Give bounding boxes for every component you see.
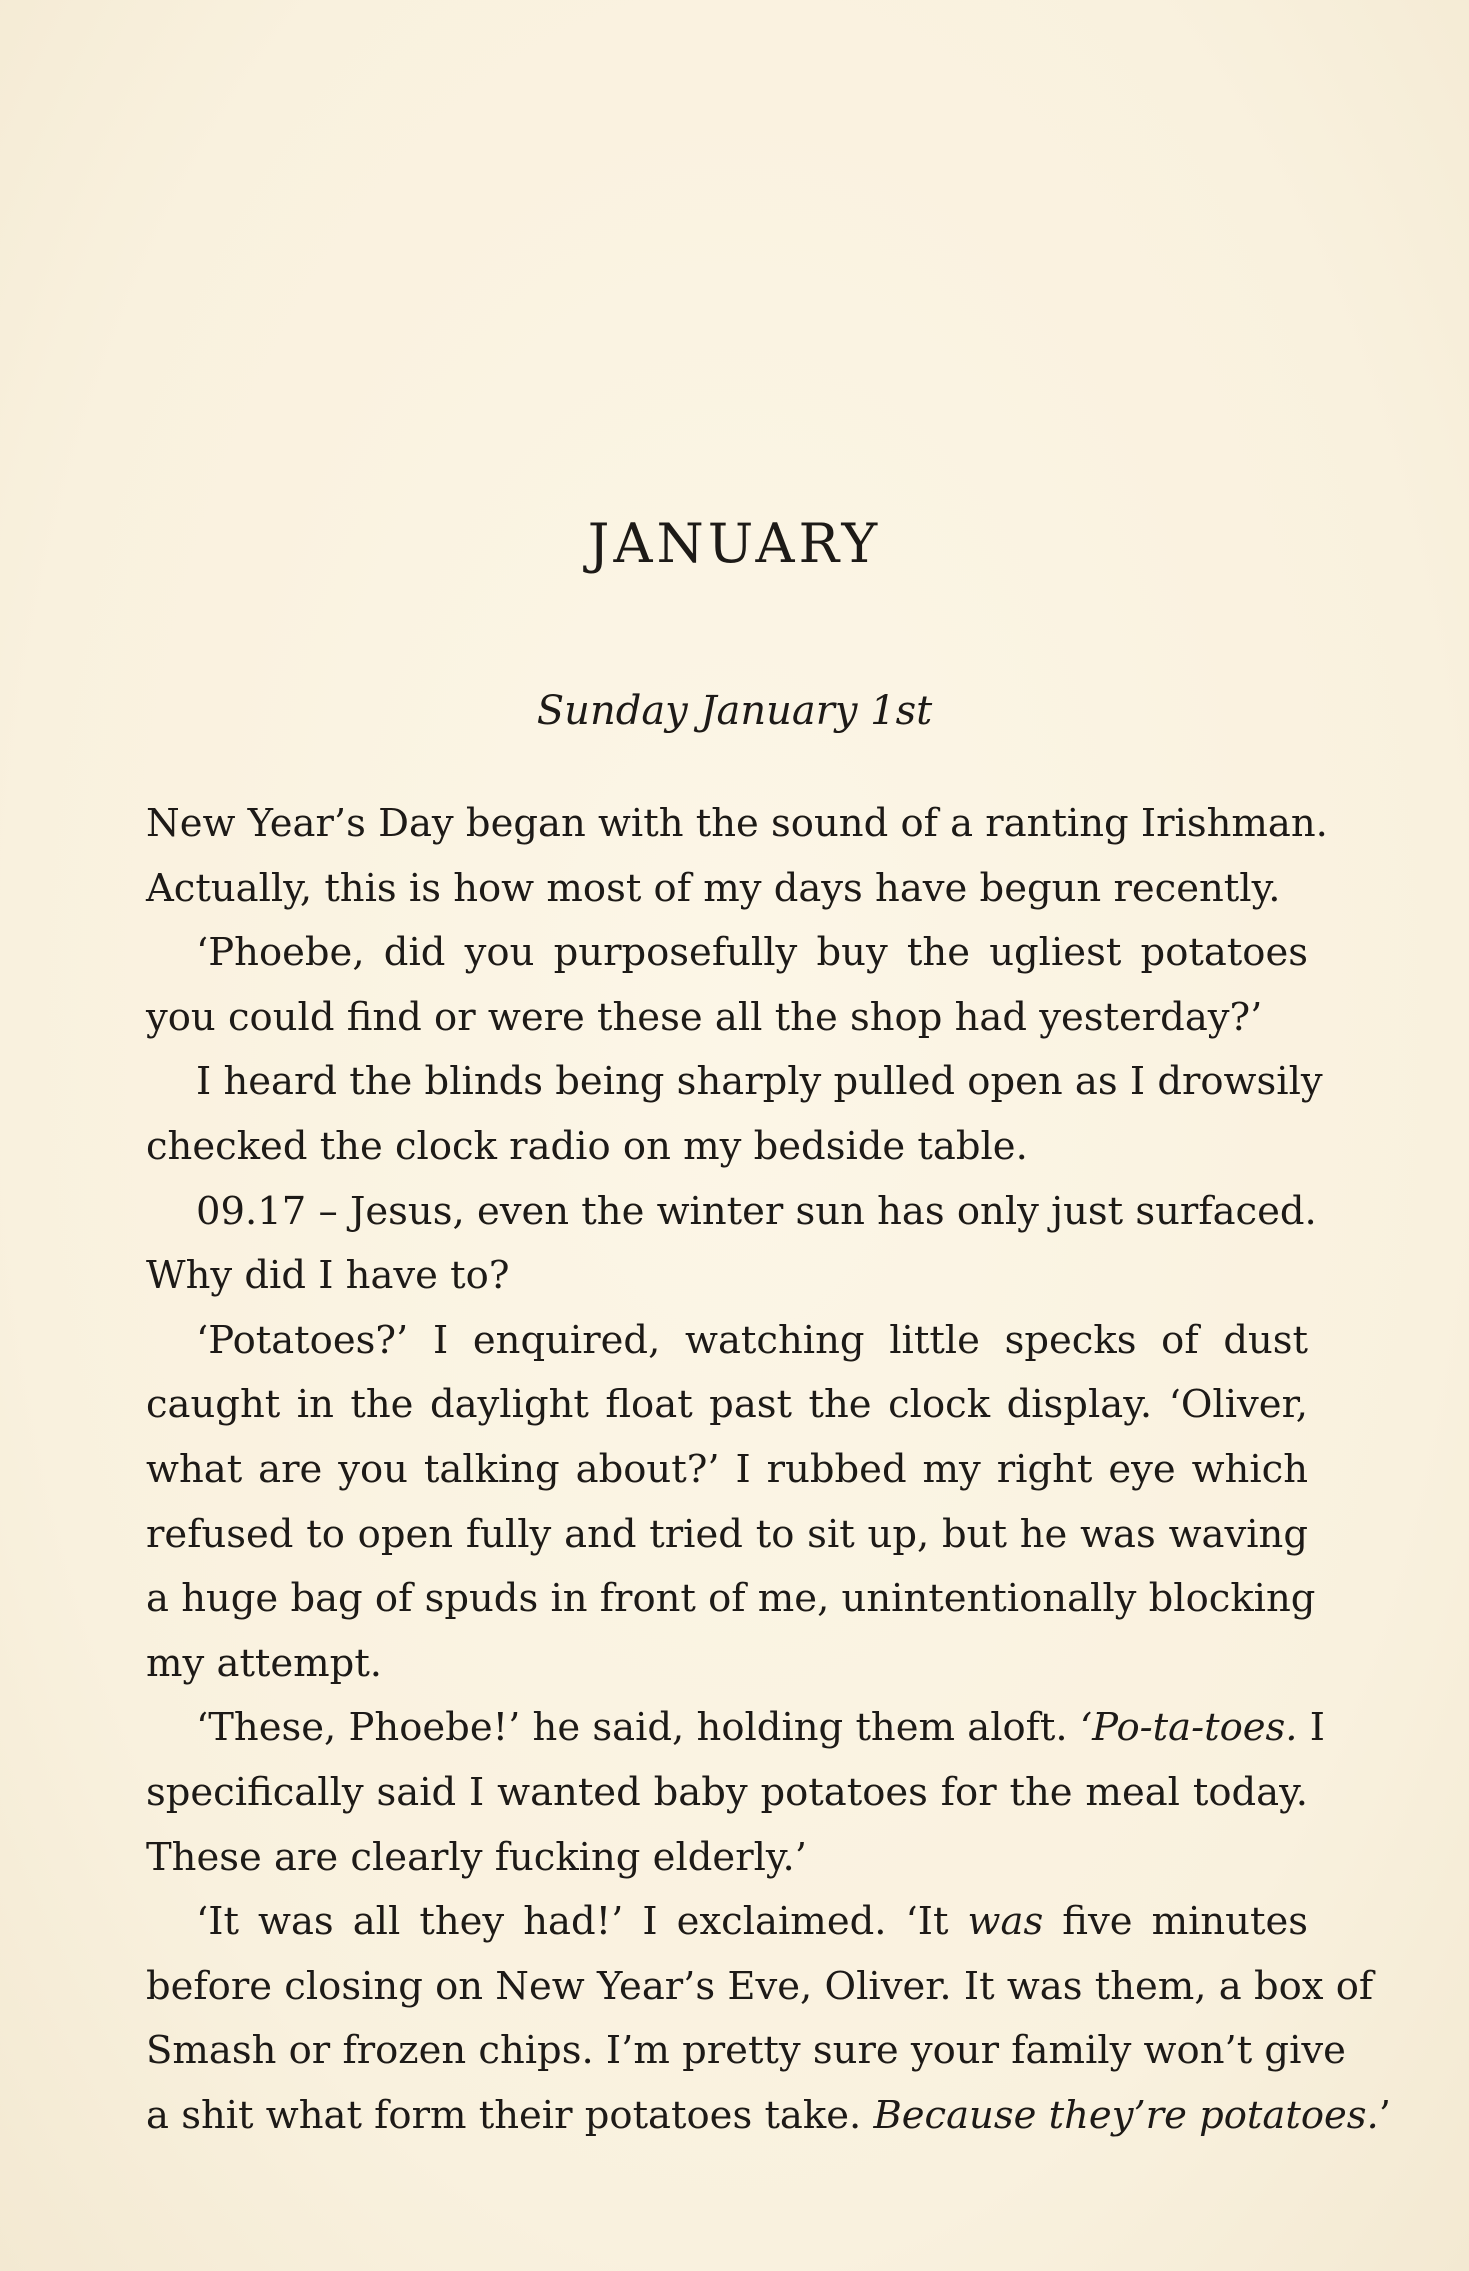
- text-run: ’: [1378, 2092, 1392, 2138]
- text-line: Why did I have to?: [146, 1253, 510, 1299]
- entry-date-heading: Sunday January 1st: [536, 688, 933, 734]
- text-line: before closing on New Year’s Eve, Oliver. It was them, a box of: [146, 1963, 1374, 2009]
- text-line: you could find or were these all the shop had yesterday?’: [146, 994, 1263, 1040]
- text-line: [146, 1696, 1325, 1761]
- text-line: specifically said I wanted baby potatoes for the meal today.: [146, 1769, 1308, 1815]
- text-run: I: [1297, 1705, 1325, 1751]
- text-line: ‘Phoebe, did you purposefully buy the ugliest potatoes: [196, 930, 1308, 976]
- text-run: ‘These, Phoebe!’ he said, holding them aloft.: [196, 1705, 1080, 1751]
- text-line: caught in the daylight float past the clock display. ‘Oliver,: [146, 1382, 1308, 1428]
- text-line: ‘Potatoes?’ I enquired, watching little specks of dust: [196, 1317, 1308, 1363]
- text-line: Actually, this is how most of my days have begun recently.: [146, 865, 1281, 911]
- text-line: [146, 2084, 1392, 2149]
- italic-text-run: Because they’re potatoes.: [873, 2092, 1379, 2138]
- italic-text-run: was: [967, 1899, 1044, 1945]
- text-line: These are clearly fucking elderly.’: [146, 1834, 808, 1880]
- text-line: a huge bag of spuds in front of me, unintentionally blocking: [146, 1576, 1316, 1622]
- chapter-title: JANUARY: [587, 512, 882, 576]
- body-text: [146, 792, 1392, 2148]
- text-line: [146, 1890, 1308, 1955]
- text-line: refused to open fully and tried to sit up, but he was waving: [146, 1511, 1308, 1557]
- text-line: Smash or frozen chips. I’m pretty sure your family won’t give: [146, 2028, 1346, 2074]
- text-line: checked the clock radio on my bedside table.: [146, 1123, 1028, 1169]
- text-line: 09.17 – Jesus, even the winter sun has only just surfaced.: [196, 1188, 1317, 1234]
- text-run: a shit what form their potatoes take.: [146, 2092, 874, 2138]
- text-run: ‘It was all they had!’ I exclaimed. ‘It: [196, 1899, 968, 1945]
- text-line: I heard the blinds being sharply pulled open as I drowsily: [196, 1059, 1323, 1105]
- italic-text-run: ‘Po-ta-toes.: [1079, 1705, 1298, 1751]
- text-line: my attempt.: [146, 1640, 383, 1686]
- text-line: New Year’s Day began with the sound of a ranting Irishman.: [146, 801, 1328, 846]
- text-line: what are you talking about?’ I rubbed my right eye which: [146, 1446, 1308, 1492]
- text-run: five minutes: [1043, 1899, 1308, 1945]
